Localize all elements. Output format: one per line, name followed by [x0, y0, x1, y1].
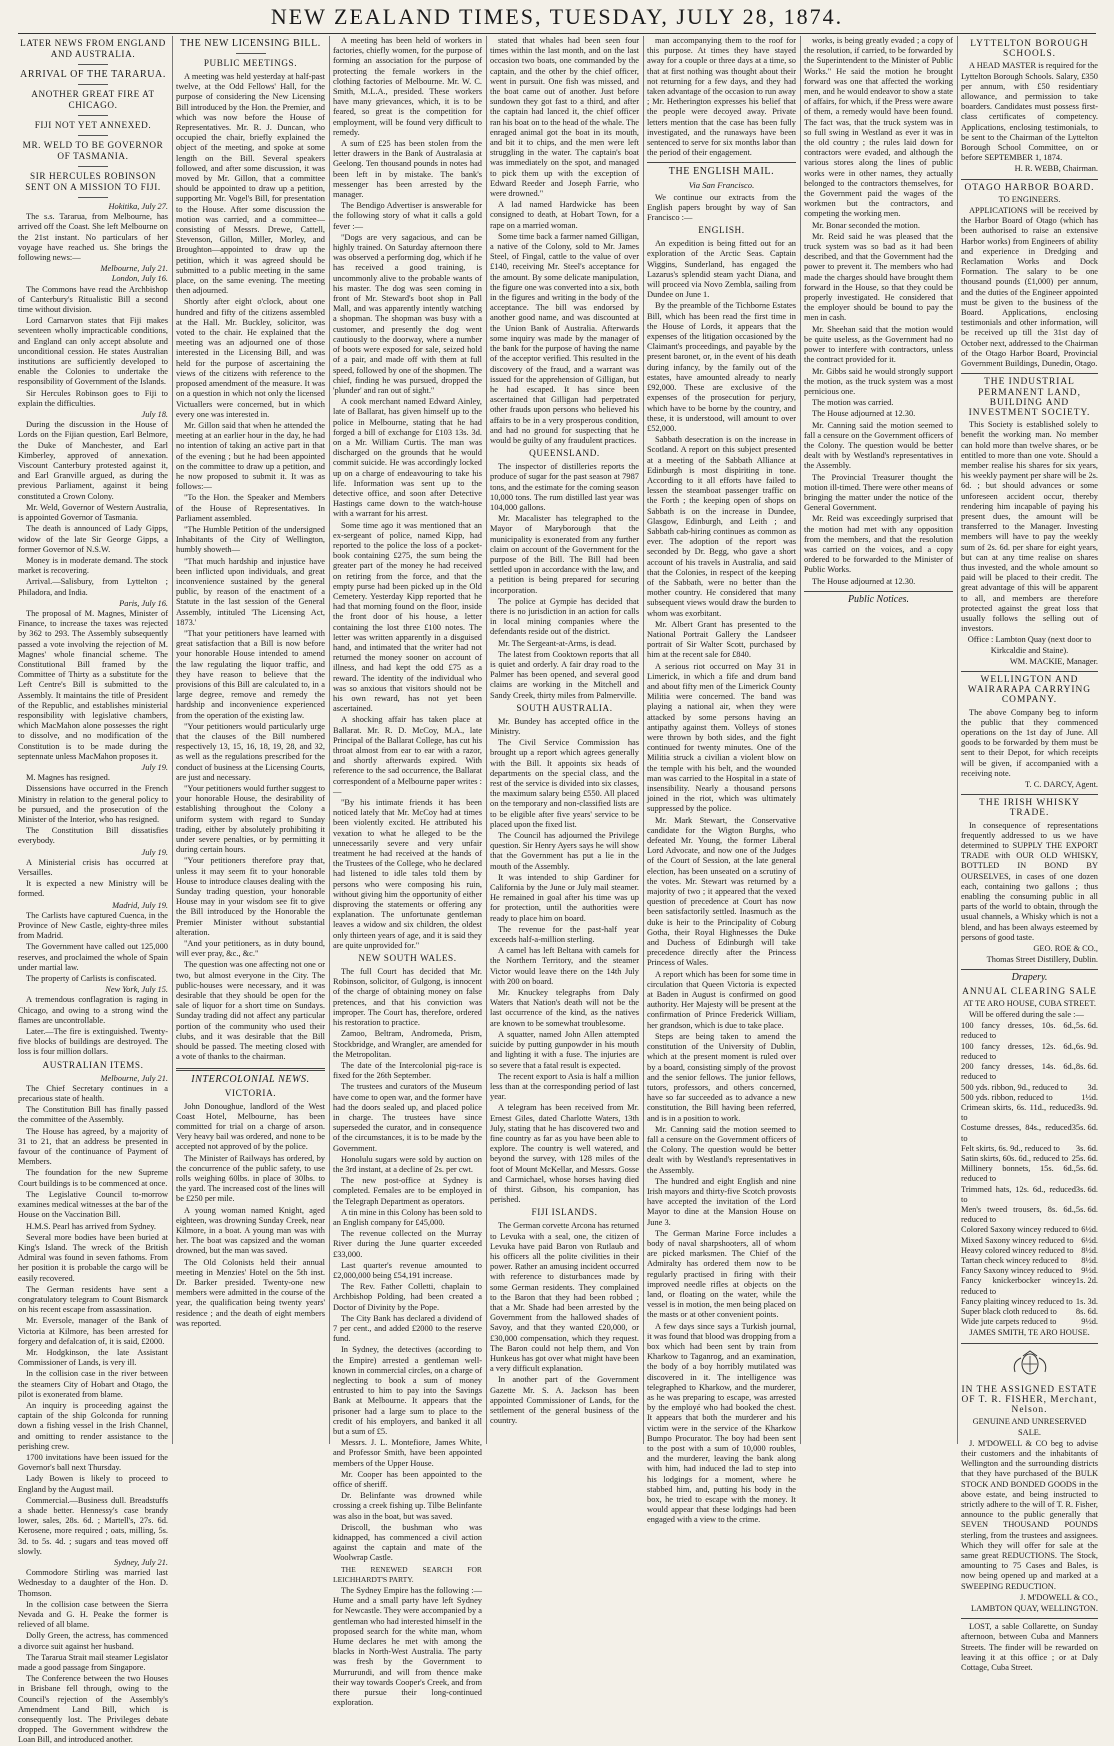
paragraph: The Legislative Council to-morrow examines medical witnesses at the bar of the House on the Vaccination Bill. — [18, 1189, 168, 1220]
paragraph: Mr. The Sergeant-at-Arms, is dead. — [498, 638, 617, 648]
paragraph: A tremendous conflagration is raging in Chicago, and owing to a strong wind the flames are uncontrollable. — [18, 995, 168, 1025]
masthead: NEW ZEALAND TIMES, TUESDAY, JULY 28, 1874. — [270, 4, 844, 29]
section-heading: NEW SOUTH WALES. — [358, 953, 457, 964]
price-value: 3d. — [1087, 1082, 1098, 1092]
headline: ARRIVAL OF THE TARARUA. — [20, 69, 166, 80]
paragraph: The date of the Intercolonial pig-race is fixed for the 26th September. — [333, 1060, 482, 1081]
paragraph: M. Magnes has resigned. — [26, 773, 110, 783]
ad-title: WELLINGTON AND WAIRARAPA CARRYING COMPANY. — [967, 674, 1092, 706]
price-item: Colored Saxony wincey reduced to — [961, 1225, 1079, 1235]
price-value: 5s. 6d. — [1075, 1204, 1098, 1214]
ad-body: A HEAD MASTER is required for the Lyttelton Borough Schools. Salary, £350 per annum, with £50 residentiary allowance, and permission to take boarders. Candidates must possess first-class certificates of competency. Applications, enclosing testimonials, to be sent to the Chairman of the Lyttelton Borough School Committee, on or before SEPTEMBER 1, 1874. — [961, 61, 1098, 163]
rule — [961, 1618, 1098, 1619]
price-item: Millinery bonnets, 15s. 6d., reduced to — [961, 1164, 1076, 1184]
ad-signature: LAMBTON QUAY, WELLINGTON. — [970, 1604, 1098, 1614]
ad-signature: WM. MACKIE, Manager. — [1009, 656, 1098, 666]
paragraph: Mr. Hodgkinson, the late Assistant Commissioner of Lands, is very ill. — [18, 1347, 168, 1368]
dateline: Melbourne, July 21. — [100, 264, 168, 274]
paragraph: The Chief Secretary continues in a precarious state of health. — [18, 1083, 168, 1104]
headline: ANOTHER GREAT FIRE AT CHICAGO. — [31, 89, 155, 110]
paragraph: A meeting has been held of workers in factories, chiefly women, for the purpose of forming an association for the purpose of protecting the female workers in the clothing factories of Melbourne. Mr. W. C. Smith, M.L.A., presided. These workers have many grievances, which, it is to be feared, so great is the competition for employment, will be found very difficult to remedy. — [333, 36, 482, 137]
ad-signature: H. R. WEBB, Chairman. — [1014, 164, 1098, 174]
price-item: Fancy Saxony wincey reduced to — [961, 1266, 1073, 1276]
paragraph: "That your petitioners have learned with great satisfaction that a Bill is now before your honorable House intended to amend the law regulating the liquor traffic, and they have reason to believe that the provisions of this Bill are calculated to, in a large degree, remove and remedy the hardship and inconvenience experienced from the operation of the existing law. — [176, 628, 325, 720]
paragraph: A cook merchant named Edward Ainley, late of Ballarat, has given himself up to the police in Melbourne, stating that he had forged a bill of exchange for £103 13s. 3d. on a Mr. William Curtis. The man was discharged on the grounds that he would commit suicide. He was accordingly locked up on a charge of endeavouring to take his life. Information was sent up to the detective office, and soon after Detective Hastings came down to the watch-house with a warrant for his arrest. — [333, 397, 482, 519]
ad-title: ANNUAL CLEARING SALE — [962, 986, 1097, 997]
column-6 — [804, 36, 953, 1446]
paragraph: The police at Gympie has decided that there is no jurisdiction in an action for calls in local mining companies where the defendants reside out of the district. — [490, 596, 639, 637]
section-heading: AUSTRALIAN ITEMS. — [42, 1059, 144, 1070]
dateline: Hokitika, July 27. — [108, 202, 168, 211]
price-item: Fancy plaiting wincey reduced to — [961, 1296, 1073, 1306]
paragraph: Shortly after eight o'clock, about one hundred and fifty of the citizens assembled at the Hall. Mr. Buckley, solicitor, was voted to the chair. He explained that the meeting was an adjourned one of those interested in the Licensing Bill, and was held for the purpose of ascertaining the views of the citizens with reference to the proposed amendment of the measure. It was on a question in which not only the licensed Victuallers were concerned, but in which every one was interested in. — [176, 297, 325, 419]
ad-title: LYTTELTON BOROUGH SCHOOLS. — [970, 39, 1089, 60]
headline: MR. WELD TO BE GOVERNOR OF TASMANIA. — [22, 140, 164, 161]
paragraph: stated that whales had been seen four times within the last month, and on the last occasion two boats, one commanded by the captain, and the other by the chief officer, went in pursuit. One fish was missed, and the boat came out of another. Just before sundown they got fast to a third, and after the captain had lanced it, the chief officer ran his boat on to the head of the whale. The enraged animal got the boat in its mouth, and bit it to chips, and the men were left struggling in the water. The captain's boat was immediately on the spot, and managed to pick them up with the exception of Edward Reeder and Joseph Farrie, who were drowned." — [490, 36, 639, 199]
paragraph: Steps are being taken to amend the constitution of the University of Dublin, which at the present moment is ruled over by a board, consisting simply of the provost and the senior fellows. The junior fellows, tutors, professors, and others concerned, have so far succeeded as to advance a new constitution, the Bill having been referred, and is in a position to work. — [647, 1031, 796, 1123]
paragraph: "By his intimate friends it has been noticed lately that Mr. McCoy had at times been violently excited. He attributed his vexation to what he alleged to be the unnecessarily severe and very unfair treatment he had received at the hands of the Trustees of the College, who he declared had listened to idle tales told them by persons who were composing his ruin, without giving him the opportunity of either disproving the statements or offering any explanation. The unfortunate gentleman leaves a widow and six children, the oldest only thirteen years of age, and it is said they are quite unprovided for." — [333, 798, 482, 950]
paragraph: H.M.S. Pearl has arrived from Sydney. — [26, 1221, 156, 1231]
paragraph: Mr. Eversole, manager of the Bank of Victoria at Kilmore, has been arrested for forgery and defalcation of, it is said, £2000. — [18, 1316, 168, 1346]
price-item: Satin skirts, 60s. 6d., reduced to — [961, 1153, 1069, 1163]
price-item: Mixed Saxony wincey reduced to — [961, 1235, 1074, 1245]
price-row — [961, 1205, 1098, 1225]
ad-title: THE INDUSTRIAL PERMANENT LAND, BUILDING AND INVESTMENT SOCIETY. — [968, 377, 1091, 418]
paragraph: In the collision case in the river between the steamers City of Hobart and Otago, the pilot is exonerated from blame. — [18, 1369, 168, 1399]
rule — [78, 135, 108, 136]
section-heading: ENGLISH. — [698, 225, 745, 236]
rule — [961, 969, 1098, 970]
headline: SIR HERCULES ROBINSON SENT ON A MISSION TO FIJI. — [25, 171, 161, 192]
paragraph: Arrival.—Salisbury, from Lyttelton ; Philadora, and India. — [18, 577, 168, 597]
section-subheading: VICTORIA. — [224, 1087, 277, 1098]
rule — [961, 179, 1098, 180]
paragraph: Messrs. J. L. Montefiore, James White, and Professor Smith, have been appointed members of the Upper House. — [333, 1438, 482, 1468]
paragraph: A lad named Hardwicke has been consigned to death, at Hobart Town, for a rape on a married woman. — [490, 200, 639, 230]
rule — [961, 1343, 1098, 1344]
section-heading: QUEENSLAND. — [529, 448, 600, 459]
price-row — [961, 1266, 1098, 1276]
ad-subtitle: GENUINE AND UNRESERVED SALE. — [972, 1417, 1087, 1437]
ad-body: The above Company beg to inform the public that they commenced operations on the 1st day of June. All goods to be forwarded by them must be sent to their Depot, for which receipts will be given, if accompanied with a receiving note. — [961, 707, 1098, 778]
price-item: Men's tweed trousers, 8s. 6d., reduced to — [961, 1204, 1076, 1225]
ad-signature: GEO. ROE & CO., — [1033, 944, 1098, 954]
paragraph: Later.—The fire is extinguished. Twenty-five blocks of buildings are destroyed. The loss is four million dollars. — [18, 1027, 168, 1057]
dateline: July 19. — [141, 762, 168, 772]
paragraph: A serious riot occurred on May 31 in Limerick, in which a fife and drum band and about fifty men of the Limerick County Militia were concerned. The band was playing a national air, when they were attacked by some persons having an antipathy against them. Volleys of stones were thrown by both sides, and the fight continued for twenty minutes. One of the Militia struck a civilian a violent blow on the temple with his belt, and the wounded man was carried to the Hospital in a state of insensibility. Nearly a thousand persons joined in the riot, which was ultimately suppressed by the police. — [647, 661, 796, 814]
price-row — [961, 1246, 1098, 1256]
price-row — [961, 1276, 1098, 1296]
price-item: Crimean skirts, 6s. 11d., reduced to — [961, 1102, 1076, 1123]
paragraph: Mr. Bundey has accepted office in the Ministry. — [490, 716, 639, 736]
paragraph: The German corvette Arcona has returned to Levuka with a seal, one, the citizen of Levuka have paid Baron von Rutlaub and his officers all the polite civilities in their power. Rather an amusing incident occurred with reference to disturbances made by some German residents. They complained to the Baron that they had been robbed ; that a Mr. Shade had been arrested by the Government from the hallowed shades of Savoy, and that they wanted £20,000, or £30,000 compensation, which they request. The Baron could not help them, and Von Hunkeus has got over what might have been a very difficult explanation. — [490, 1221, 639, 1374]
column-divider — [800, 36, 801, 1444]
paragraph: The Bendigo Advertiser is answerable for the following story of what it calls a gold fever :— — [333, 201, 482, 231]
section-heading: THE ENGLISH MAIL. — [668, 166, 775, 178]
price-list — [961, 1021, 1098, 1327]
paragraph: In another part of the Government Gazette Mr. S. A. Jackson has been appointed Commissioner of Lands, for the settlement of the general business of the country. — [490, 1375, 639, 1426]
paragraph: A meeting was held yesterday at half-past twelve, at the Odd Fellows' Hall, for the purpose of considering the New Licensing Bill introduced by the Hon. the Premier, and which was now before the House of Representatives. Mr. R. J. Duncan, who occupied the chair, briefly explained the object of the meeting, and spoke at some length on the Bill. Several speakers followed, and after some discussion, it was moved by Mr. Gillon, that a committee should be appointed to draw up a petition, supporting Mr. Vogel's Bill, for presentation to the House. After some discussion the motion was carried, and a committee—consisting of Messrs. Drewe, Cattell, Stevenson, Gillon, Miller, Morley, and Broughton—appointed to draw up the petition, which it was agreed should be submitted to a public meeting in the same place, on the same evening. The meeting then adjourned. — [176, 72, 325, 296]
ad-office: Office : Lambton Quay (next door to Kirkcaldie and Staine). — [967, 635, 1092, 655]
paragraph: "To the Hon. the Speaker and Members of the House of Representatives. In Parliament assembled. — [176, 493, 325, 523]
article-title: THE NEW LICENSING BILL. — [180, 38, 321, 49]
paragraph: Honolulu sugars were sold by auction on the 3rd instant, at a decline of 2s. per cwt. — [333, 1154, 482, 1174]
paragraph: Sir Hercules Robinson goes to Fiji to explain the difficulties. — [18, 388, 168, 408]
price-item: Wide jute carpets reduced to — [961, 1317, 1057, 1327]
paragraph: The recent export to Asia is half a million less than at the corresponding period of last year. — [490, 1071, 639, 1102]
rule — [176, 1068, 325, 1071]
price-row — [961, 1103, 1098, 1123]
column-4 — [490, 36, 639, 1446]
column-7 — [961, 36, 1098, 1673]
price-value: 8½d. — [1081, 1255, 1098, 1265]
ad-body: APPLICATIONS will be received by the Harbor Board of Otago (which has been authorised to raise an extensive Harbor works) from Engineers of ability and experience in Dredging and Reclamation Works and Dock Formation. The salary to be one thousand pounds (£1,000) per annum, and the duties of the Engineer appointed must be given to the business of the Board. Applications, enclosing testimonials and other information, will be received up till the 31st day of October next, addressed to the Chairman of the Otago Harbor Board, Provincial Government Buildings, Dunedin, Otago. — [961, 206, 1098, 369]
paragraph: Dolly Green, the actress, has commenced a divorce suit against her husband. — [18, 1631, 168, 1651]
price-value: 1s. 3d. — [1075, 1296, 1098, 1306]
dateline: Madrid, July 19. — [112, 900, 168, 910]
price-item: Trimmed hats, 12s. 6d., reduced to — [961, 1184, 1076, 1204]
paragraph: The inspector of distilleries reports the produce of sugar for the past season at 7987 tons, and the estimate for the coming season 10,000 tons. The rum distilled last year was 104,000 gallons. — [490, 462, 639, 512]
paragraph: The Commons have read the Archbishop of Canterbury's Ritualistic Bill a second time without division. — [18, 284, 168, 315]
paragraph: The German Marine Force includes a body of naval sharpshooters, all of whom are picked marksmen. The Chief of the Admiralty has ordered them now to be regularly practised in firing with their improved needle rifles at objects on the land, or floating on the water, while the vessel is in motion, the men being placed on the masts or at other convenient points. — [647, 1228, 796, 1320]
paragraph: The Council has adjourned the Privilege question. Sir Henry Ayers says he will show that the Government has put a lie in the mouth of the Assembly. — [490, 831, 639, 871]
paragraph: The Constitution Bill has finally passed the committee of the Assembly. — [18, 1105, 168, 1125]
column-divider — [486, 36, 487, 1444]
rule — [961, 373, 1098, 374]
paragraph: The Constitution Bill dissatisfies everybody. — [18, 826, 168, 846]
paragraph: During the discussion in the House of Lords on the Fijian question, Earl Belmore, the Duke of Manchester, and Earl Kimberley, approved of annexation. Viscount Canterbury protested against it, and Earl Granville argued, as during the previous Parliament, against it being constituted a Crown Colony. — [18, 420, 168, 501]
price-item: Tartan check wincey reduced to — [961, 1255, 1068, 1265]
price-value: 8½d. — [1081, 1245, 1098, 1255]
price-row — [961, 1021, 1098, 1041]
price-value: 1½d. — [1081, 1092, 1098, 1102]
paragraph: Mr. Reid said he was pleased that the truck system was so bad as it had been described, and that the Government had the power to prevent it. The members who had made the charges should have brought them forward in the House, so that they could be properly investigated. He considered that the employer should be bound to pay the men in cash. — [804, 231, 953, 323]
paragraph: The Minister of Railways has ordered, by the concurrence of the public safety, to use rolls weighing 60lbs. in place of 30lbs. to the yard. The increased cost of the lines will be £250 per mile. — [176, 1153, 325, 1204]
price-item: Felt skirts, 6s. 9d., reduced to — [961, 1143, 1060, 1153]
paragraph: The House adjourned at 12.30. — [812, 409, 916, 419]
paragraph: Dissensions have occurred in the French Ministry in relation to the general policy to be pursued, and the prosecution of the Minister of the Interior, who has resigned. — [18, 784, 168, 824]
paragraph: The revenue collected on the Murray River during the June quarter exceeded £33,000. — [333, 1229, 482, 1259]
paragraph: The City Bank has declared a dividend of 7 per cent., and added £2000 to the reserve fund. — [333, 1313, 482, 1344]
price-value: 3s. 6d. — [1075, 1184, 1098, 1194]
paragraph: The s.s. Tararua, from Melbourne, has arrived off the Coast. She left Melbourne on the 21st instant. No particulars of her voyage have reached us. She brings the following news:— — [18, 212, 168, 263]
price-row — [961, 1185, 1098, 1205]
paragraph: Dr. Belinfante was drowned while crossing a creek fishing up. Tilbe Belinfante was also in the boat, but was saved. — [333, 1491, 482, 1521]
paragraph: A telegram has been received from Mr. Ernest Giles, dated Charlotte Waters, 13th July, stating that he has discovered two and fine country as far as you have been able to explore. The country is well watered, and beyond the survey, with 128 miles of the foot of Mount McKellar, and Messrs. Gosse and Carmichael, whose horses having died of thirst. Gibson, his companion, has perished. — [490, 1103, 639, 1205]
paragraph: The hundred and eight English and nine Irish mayors and thirty-five Scotch provosts have accepted the invitation of the Lord Mayor to dine at the Mansion House on June 3. — [647, 1176, 796, 1227]
column-divider — [172, 36, 173, 1444]
paragraph: Lord Carnarvon states that Fiji makes seventeen wholly impracticable conditions, and England can only accept absolute and unconditional cession. He states Australian institutions are sufficiently developed to enable the Colonies to undertake the responsibility of Government of the Islands. — [18, 316, 168, 387]
paragraph: The House has agreed, by a majority of 31 to 21, that an address be presented in favour of the continuance of Payment of Members. — [18, 1126, 168, 1167]
paragraph: Mr. Albert Grant has presented to the National Portrait Gallery the Landseer portrait of Sir Walter Scott, purchased by him at the recent sale for £840. — [647, 619, 796, 660]
paragraph: The Provincial Treasurer thought the motion ill-timed. There were other means of bringing the matter under the notice of the General Government. — [804, 472, 953, 513]
headline: LATER NEWS FROM ENGLAND AND AUSTRALIA. — [20, 38, 166, 59]
rule — [78, 64, 108, 65]
paragraph: Mr. Cooper has been appointed to the office of sheriff. — [333, 1469, 482, 1490]
paragraph: The Carlists have captured Cuenca, in the Province of New Castle, eighty-three miles from Madrid. — [18, 910, 168, 941]
paragraph: Money is in moderate demand. The stock market is recovering. — [18, 555, 168, 576]
paragraph: It is expected a new Ministry will be formed. — [18, 879, 168, 899]
rule — [78, 115, 108, 116]
paragraph: Mr. Reid was exceedingly surprised that the motion had met with any opposition from the members, and that the resolution was carried on the voices, and a copy ordered to be forwarded to the Minister of Public Works. — [804, 514, 953, 575]
paragraph: 1700 invitations have been issued for the Governor's ball next Thursday. — [18, 1452, 168, 1473]
price-item: Costume dresses, 84s., reduced to — [961, 1123, 1072, 1143]
paragraph: The Old Colonists held their annual meeting in Menzies' Hotel on the 5th inst. Dr. Barker presided. Twenty-one new members were admitted in the course of the year, the qualification being twenty years' residence ; and the death of eight members was reported. — [176, 1257, 325, 1328]
price-value: 35s. 6d. — [1071, 1123, 1098, 1133]
paragraph: Mr. Canning said the motion seemed to fall a censure on the Government officers of the Colony. The question would be better dealt with by Westland's representatives in the Assembly. — [647, 1124, 796, 1175]
section-heading: Public Notices. — [847, 593, 910, 605]
paragraph: A tin mine in this Colony has been sold to an English company for £45,000. — [333, 1207, 482, 1227]
price-value: 6½d. — [1081, 1225, 1098, 1235]
column-1 — [18, 36, 168, 1745]
paragraph: Commodore Stirling was married last Wednesday to a daughter of the Hon. D. Thomson. — [18, 1568, 168, 1598]
paragraph: man accompanying them to the roof for this purpose. At times they have stayed away for a couple or three days at a time, so that at first nothing was thought about their not returning for a few days, and they had taken advantage of the occasion to run away ; Mr. Hetherington expresses his belief that the people were decoyed away. Private letters mention that the case has been fully investigated, and the runaways have been sentenced to serve for six months labor than the period of their engagement. — [647, 36, 796, 158]
price-item: 100 fancy dresses, 10s. 6d., reduced to — [961, 1021, 1076, 1041]
paragraph: "Your petitioners would particularly urge that the clauses of the Bill numbered respectively 13, 15, 16, 18, 19, 28, and 32, as well as the regulations prescribed for the conduct of business at the Licensing Courts, are just and necessary. — [176, 721, 325, 782]
price-row — [961, 1062, 1098, 1082]
paragraph: In the collision case between the Sierra Nevada and G. H. Peake the former is relieved of all blame. — [18, 1599, 168, 1630]
column-divider — [643, 36, 644, 1444]
paragraph: "Your petitioners would further suggest to your honorable House, the desirability of establishing throughout the Colony a uniform system with regard to Sunday trading, either by absolutely prohibiting it under severe penalties, or by permitting it during certain hours. — [176, 784, 325, 855]
paragraph: An inquiry is proceeding against the captain of the ship Golconda for running down a fishing vessel in the Irish Channel, and omitting to render assistance to the perishing crew. — [18, 1400, 168, 1451]
price-row — [961, 1154, 1098, 1164]
dateline: London, July 16. — [111, 274, 168, 284]
rule — [961, 671, 1098, 672]
price-row — [961, 1297, 1098, 1307]
rule — [78, 166, 108, 167]
paragraph: Driscoll, the bushman who was kidnapped, has commenced a civil action against the captain and mate of the Woolwrap Castle. — [333, 1522, 482, 1563]
paragraph: The new post-office at Sydney is completed. Females are to be employed in the Telegraph Department as operators. — [333, 1176, 482, 1206]
ad-signature: JAMES SMITH, TE ARO HOUSE. — [969, 1328, 1090, 1338]
ad-subtitle: TO ENGINEERS. — [998, 194, 1061, 204]
price-item: 500 yds. ribbon, 9d., reduced to — [961, 1082, 1068, 1092]
royal-arms-icon — [961, 1348, 1098, 1381]
price-value: 3s. 6d. — [1075, 1143, 1098, 1153]
price-row — [961, 1123, 1098, 1143]
paragraph: Mr. Macalister has telegraphed to the Mayor of Maryborough that the municipality is exonerated from any further claim on account of the Government for the purpose of the Bill. The Bill had been settled upon in accordance with the law, and a petition is being prepared for securing incorporation. — [490, 514, 639, 595]
paragraph: Lady Bowen is likely to proceed to England by the August mail. — [18, 1474, 168, 1494]
paragraph: Sabbath desecration is on the increase in Scotland. A report on this subject presented at a meeting of the Sabbath Alliance at Edinburgh is most dispiriting in tone. According to it all efforts have failed to lessen the steamboat passenger traffic on the Forth ; the keeping open of shops on Sabbath is on the increase in Dundee, Glasgow, Edinburgh, and Leith ; and Sabbath cab-hiring continues as common as ever. The adoption of the report was seconded by Dr. Begg, who gave a short account of his travels in Australia, and said that the Colonies, in respect of the keeping of the Sabbath, were no better than the mother country. He considered that many subsequent views would draw the burden to whom was exorbitant. — [647, 435, 796, 618]
paragraph: It was intended to ship Gardiner for California by the June or July mail steamer. He remained in goal after his time was up for protection, until the authorities were ready to place him on board. — [490, 872, 639, 923]
price-item: Heavy colored wincey reduced to — [961, 1245, 1074, 1255]
ad-body: In consequence of representations frequently addressed to us we have determined to SUPPLY THE EXPORT TRADE with OUR OLD WHISKY, BOTTLED IN BOND BY OURSELVES, in cases of one dozen each, containing two gallons ; thus enabling the consuming public in all parts of the world to obtain, through the usual channels, a Whisky which is not a blend, and has been always esteemed by persons of good taste. — [961, 820, 1098, 942]
paragraph: "And your petitioners, as in duty bound, will ever pray, &c., &c." — [176, 939, 325, 959]
paragraph: The Tararua Strait mail steamer Legislator made a good passage from Singapore. — [18, 1652, 168, 1673]
paragraph: Some time ago it was mentioned that an ex-sergeant of police, named Kipp, had reported to the police the loss of a pocket-book containing £275, the sum being the greater part of the money he had received on retiring from the force, and that the empty purse had been picked up in the Old Cemetery. Yesterday Kipp reported that he had that morning found on the floor, inside the front door of his house, a letter containing the lost three £100 notes. The letter was written apparently in a disguised hand, and intimated that the writer had not returned the money sooner on account of illness, and had kept the odd £75 as a reward. The identity of the individual who was so anxious that visitors should not be his own reward, has not yet been ascertained. — [333, 520, 482, 714]
price-item: 200 fancy dresses, 14s. 6d., reduced to — [961, 1062, 1076, 1082]
paragraph: The Sydney Empire has the following :— Hume and a small party have left Sydney for Newcastle. They were accompanied by a gentleman who had interested himself in the proposed search for the white man, whom Hume declares he met with among the blacks in North-West Australia. The party was fresh by the Government to Murrurundi, and will from thence make their way towards Cooper's Creek, and from there pursue their long-continued exploration. — [333, 1586, 482, 1708]
paragraph: "That much hardship and injustice have been inflicted upon individuals, and great inconvenience sustained by the general public, by reason of the enactment of a Statute in the last session of the General Assembly, intituled 'The Licensing Act, 1873.' — [176, 556, 325, 627]
rule — [236, 53, 266, 54]
article-subtitle: PUBLIC MEETINGS. — [203, 58, 298, 68]
section-heading: Drapery. — [1011, 972, 1048, 984]
paragraph: The foundation for the new Supreme Court buildings is to be commenced at once. — [18, 1168, 168, 1188]
price-value: 1s. 2d. — [1075, 1276, 1098, 1286]
paragraph: Mr. Weld, Governor of Western Australia, is appointed Governor of Tasmania. — [18, 502, 168, 523]
paragraph: We continue our extracts from the English papers brought by way of San Francisco :— — [647, 192, 796, 223]
section-heading: INTERCOLONIAL NEWS. — [191, 1073, 310, 1085]
paragraph: A shocking affair has taken place at Ballarat. Mr. R. D. McCoy, M.A., late Principal of the Ballarat College, has cut his throat almost from ear to ear with a razor, and shortly afterwards expired. With reference to the sad occurrence, the Ballarat correspondent of a Melbourne paper writes :— — [333, 715, 482, 796]
paragraph: John Donoughue, landlord of the West Coast Hotel, Melbourne, has been committed for trial on a charge of arson. Very heavy bail was ordered, and none to be accepted not approved of by the police. — [176, 1101, 325, 1152]
paragraph: The trustees and curators of the Museum have come to open war, and the former have had the doors sealed up, and placed police in charge. The trustees have since superseded the curator, and in consequence of the circumstances, it is to be made by the Government. — [333, 1082, 482, 1153]
price-value: 9½d. — [1081, 1317, 1098, 1327]
price-row — [961, 1083, 1098, 1093]
price-row — [961, 1307, 1098, 1317]
paragraph: Commercial.—Business dull. Breadstuffs a shade better. Hennessy's case brandy lower, sales, 28s. 6d. ; Martell's, 27s. 6d. Kerosene, more required ; oats, milling, 5s. 3d. to 5s. 4d. ; sugars and teas moved off slowly. — [18, 1495, 168, 1556]
price-item: 100 fancy dresses, 12s. 6d., reduced to — [961, 1041, 1076, 1061]
paragraph: A squatter, named John Allen attempted suicide by putting gunpowder in his mouth and lighting it with a fuse. The injuries are so severe that a fatal result is expected. — [490, 1029, 639, 1070]
paragraph: The latest from Cooktown reports that all is quiet and orderly. A fair dray road to the Palmer has been opened, and several good claims are working in the Mitchell and Sandy Creek, thirty miles from Palmerville. — [490, 649, 639, 700]
paragraph: Zamoo, Beltram, Andromeda, Prism, Stockbridge, and Wrangler, are amended for the Metropolitan. — [333, 1029, 482, 1059]
column-5 — [647, 36, 796, 1525]
dateline: July 18. — [141, 410, 168, 420]
headline: FIJI NOT YET ANNEXED. — [34, 120, 152, 130]
column-3 — [333, 36, 482, 1708]
price-row — [961, 1317, 1098, 1327]
column-divider — [329, 36, 330, 1444]
ad-title: IN THE ASSIGNED ESTATE OF T. R. FISHER, Merchant, Nelson. — [961, 1384, 1098, 1416]
paragraph: A sum of £25 has been stolen from the letter drawers in the Bank of Australasia at Geelong. Ten thousand pounds in notes had been left in by mistake. The bank's messenger has been arrested by the manager. — [333, 139, 482, 200]
paragraph: Mr. Sheehan said that the motion would be quite useless, as the Government had no power to interfere with contractors, unless the contract provided for it. — [804, 324, 953, 365]
column-2 — [176, 36, 325, 1446]
rule — [647, 162, 796, 163]
paragraph: A Ministerial crisis has occurred at Versailles. — [18, 857, 168, 877]
paragraph: The motion was carried. — [812, 398, 894, 408]
price-item: Fancy knickerbocker wincey reduced to — [961, 1276, 1076, 1296]
paragraph: The full Court has decided that Mr. Robinson, solicitor, of Gulgong, is innocent of the charge of obtaining money on false pretences, and that his conviction was improper. The Court has, therefore, ordered his restoration to practice. — [333, 967, 482, 1028]
dateline: July 19. — [141, 847, 168, 857]
ad-body: J. M'DOWELL & CO beg to advise their customers and the inhabitants of Wellington and the surrounding districts that they have purchased of the BULK STOCK AND BONDED GOODS in the above estate, and being instructed to strictly adhere to the will of T. R. Fisher, announce to the public generally that SEVEN THOUSAND POUNDS sterling, from the trustees and assignees. Which they will offer for sale at the same great REDUCTIONS. The Stock, amounting to 75 Cases and Bales, is now being opened up and marked at a SWEEPING REDUCTION. — [961, 1438, 1098, 1591]
paragraph: The Civil Service Commission has brought up a report which agrees generally with the Bill. It appoints six heads of departments on the special class, and the rest of the service is divided into six classes, the maximum salary being £550. All placed on the temporary and non-classified lists are to be eligible after five years' service to be placed upon the fixed list. — [490, 738, 639, 829]
price-value: 5s. 6d. — [1075, 1164, 1098, 1174]
section-heading: FIJI ISLANDS. — [531, 1207, 598, 1218]
paragraph: A young woman named Knight, aged eighteen, was drowning Sunday Creek, near Kilmore, in a boat. A young man was with her. The boat was capsized and the woman drowned, but the man was saved. — [176, 1205, 325, 1256]
price-row — [961, 1144, 1098, 1154]
dateline: Sydney, July 21. — [114, 1558, 168, 1567]
price-value: 3s. 9d. — [1075, 1102, 1098, 1112]
paragraph: An expedition is being fitted out for an exploration of the Arctic Seas. Captain Wiggins, Sunderland, has engaged the Lazarus's splendid steam yacht Diana, and will proceed via Novo Zembla, sailing from Dundee on June 1. — [647, 239, 796, 300]
paragraph: The German residents have sent a congratulatory telegram to Count Bismarck on his recent escape from assassination. — [18, 1284, 168, 1315]
paragraph: The Conference between the two Houses in Brisbane fell through, owing to the Council's rejection of the Assembly's Amendment Land Bill, which is consequently lost. The Privileges debate dropped. The Government withdrew the Loan Bill, and introduced another. — [18, 1674, 168, 1745]
price-row — [961, 1164, 1098, 1184]
section-heading: SOUTH AUSTRALIA. — [516, 702, 613, 713]
paragraph: A report which has been for some time in circulation that Queen Victoria is expected at Baden in August is confirmed on good authority. Her Majesty will be present at the confirmation of Prince Frederick William, her grandson, which is due to take place. — [647, 969, 796, 1030]
paragraph: Last quarter's revenue amounted to £2,000,000 being £54,191 increase. — [333, 1260, 482, 1280]
section-subheading: Via San Francisco. — [688, 180, 755, 191]
paragraph: Mr. Gibbs said he would strongly support the motion, as the truck system was a most pernicious one. — [804, 366, 953, 396]
ad-body: This Society is established solely to benefit the working man. No member can hold more than twelve shares, or be entitled to more than one vote. Should a member realise his shares for six years, his weekly payment per share will be 2s. 6d. ; but should advances or some unforeseen accident occur, thereby rendering him incapable of paying his present dues, the amount will be transferred to the Manager. Investing members will have to pay the weekly sum of 2s. 6d. per share for eight years, but can at any time realise on shares thus invested, and the whole amount so paid will be placed to their credit. The great advantage of this will be apparent to all, and members are therefore protected against the great loss that usually follows the selling out of investors. — [961, 420, 1098, 634]
paragraph: Mr. Gillon said that when he attended the meeting at an earlier hour in the day, he had no intention of taking an active part in that of the evening ; but he had been appointed on the committee to draw up a petition, and he now proposed to submit it. It was as follows:— — [176, 420, 325, 492]
price-row — [961, 1042, 1098, 1062]
paragraph: The question was one affecting not one or two, but almost everyone in the City. The public-houses were necessary, and it was desirable that they should be open for the sale of liquor for a short time on Sundays. Sunday trading did not affect any particular portion of the community who used their clubs, and it was desirable that the Bill should be passed. The meeting closed with a vote of thanks to the chairman. — [176, 960, 325, 1062]
rule — [78, 197, 108, 198]
price-value: 5s. 6d. — [1075, 1021, 1098, 1031]
ad-title: OTAGO HARBOR BOARD. — [964, 182, 1095, 193]
paragraph: The Rev. Father Colletti, chaplain to Archbishop Polding, had been created a Doctor of Divinity by the Pope. — [333, 1282, 482, 1312]
paragraph: By the preamble of the Tichborne Estates Bill, which has been read the first time in the House of Lords, it appears that the expenses of the litigation occasioned by the Claimant's proceedings, and payable by the present baronet, or, in the event of his death during infancy, by the family out of the estates, have amounted already to nearly £92,000. These are exclusive of the expenses of the prosecution for perjury, which have to be borne by the country, and these, it is understood, will amount to over £52,000. — [647, 301, 796, 433]
column-divider — [957, 36, 958, 1444]
price-item: 500 yds. ribbon, reduced to — [961, 1092, 1053, 1102]
paragraph: Some time back a farmer named Gilligan, a native of the Colony, sold to Mr. James Steel, of Fingal, cattle to the value of over £140, receiving Mr. Steel's acceptance for the amount. By some delicate manipulation, the figure one was converted into a six, both in the figures and writing in the body of the acceptance. The bill was endorsed by another good name, and was discounted at the Union Bank of Australia. Afterwards some inquiry was made by the manager of the bank for the purpose of having the name of the acceptor verified. This resulted in the discovery of the fraud, and a warrant was issued for the apprehension of Gilligan, but he had escaped. It has since been ascertained that Gilligan had perpetrated other frauds upon persons who believed his affairs to be in a very prosperous condition, and had no ground for suspecting that he would be guilty of any fraudulent practices. — [490, 231, 639, 445]
masthead-rule — [18, 33, 1096, 34]
dateline: New York, July 15. — [105, 985, 168, 995]
paragraph: A camel has left Beltana with camels for the Northern Territory, and the steamer Victor would leave there on the 14th July with 200 on board. — [490, 946, 639, 986]
dateline: Melbourne, July 21. — [100, 1073, 168, 1083]
paragraph: The Government have called out 125,000 reserves, and proclaimed the whole of Spain under martial law. — [18, 942, 168, 972]
price-row — [961, 1093, 1098, 1103]
price-row — [961, 1256, 1098, 1266]
paragraph: "The Humble Petition of the undersigned Inhabitants of the City of Wellington, humbly showeth— — [176, 524, 325, 555]
ad-body: Will be offered during the sale :— — [969, 1010, 1084, 1020]
price-value: 6s. 9d. — [1075, 1041, 1098, 1051]
paragraph: In Sydney, the detectives (according to the Empire) arrested a gentleman well-known in commercial circles, on a charge of neglecting to book a sum of money entrusted to him to pay into the Savings Bank at Melbourne. It appears that the prisoner had a large sum to place to the credit of his employers, and banked it all but a sum of £5. — [333, 1345, 482, 1437]
paragraph: Mr. Canning said the motion seemed to fall a censure on the Government officers of the Colony. The question would be better dealt with by Westland's representatives in the Assembly. — [804, 420, 953, 471]
ad-title: THE IRISH WHISKY TRADE. — [979, 798, 1080, 819]
dateline: Paris, July 16. — [119, 598, 168, 608]
ad-body: LOST, a sable Collarette, on Sunday afternoon, between Cuba and Manners Streets. The finder will be rewarded on leaving it at this office ; or at Daly Cottage, Cuba Street. — [961, 1622, 1098, 1673]
paragraph: A few days since says a Turkish journal, it was found that blood was dropping from a box which had been sent by train from Kharkow to Taganrog, and an examination, the body of a boy horribly mutilated was discovered in it. The intelligence was telegraphed to Kharkow, and the murderer, as he was preparing to escape, was arrested by the employé who had booked the chest. It appears that both the murderer and his victim were in the service of the Kharkow Bumpo Procurator. The boy had been sent to the post with a sum of 10,000 roubles, and the murderer, leaving the bank along with him, had induced the lad to step into his lodgings for a moment, where he stabbed him, and, putting his body in the box, he tried to escape with the money. It would appear that these lodgings had been engaged with a view to the crime. — [647, 1321, 796, 1525]
price-value: 8s. 6d. — [1075, 1306, 1098, 1316]
ad-subtitle: AT TE ARO HOUSE, CUBA STREET. — [963, 998, 1096, 1008]
paragraph: Several more bodies have been buried at King's Island. The wreck of the British Admiral was found in seven fathoms. From her position it is probable the cargo will be easily recovered. — [18, 1232, 168, 1283]
paragraph: Mr. Knuckey telegraphs from Daly Waters that Nation's death will not be the last occurrence of the kind, as the natives are known to be somewhat troublesome. — [490, 988, 639, 1028]
paragraph: THE RENEWED SEARCH FOR LEICHHARDT'S PARTY. — [333, 1564, 482, 1584]
rule — [961, 794, 1098, 795]
rule — [78, 84, 108, 85]
price-item: Super black cloth reduced to — [961, 1306, 1057, 1316]
price-value: 6½d. — [1081, 1235, 1098, 1245]
paragraph: The House adjourned at 12.30. — [812, 576, 916, 586]
paragraph: "Your petitioners therefore pray that, unless it may seem fit to your honorable House to introduce clauses dealing with the Sunday trading question, your honorable House may in your wisdom see fit to give the Bill introduced by the Honorable the Premier Minister without substantial alteration. — [176, 856, 325, 937]
paragraph: The property of Carlists is confiscated. — [26, 974, 157, 984]
ad-signature: Thomas Street Distillery, Dublin. — [986, 955, 1098, 965]
paragraph: The revenue for the past-half year exceeds half-a-million sterling. — [490, 924, 639, 945]
ad-signature: T. C. DARCY, Agent. — [1025, 780, 1098, 790]
price-value: 8s. 6d. — [1075, 1062, 1098, 1072]
paragraph: Mr. Bonar seconded the motion. — [812, 220, 920, 230]
paragraph: "Dogs are very sagacious, and can be highly trained. On Saturday afternoon there was observed a performing dog, which if he has received a good training, is uncommonly alive to the probable wants of his master. The dog was seen coming in front of Mr. Steward's boot shop in Pall Mall, and was apparently intently watching a shopman. The shopman was busy with a customer, and presently the dog went cautiously to the doorway, where a number of boots were exposed for sale, seized hold of a pair, and made off with them at full speed, followed by one of the shopmen. The chief, finding he was pursued, dropped the 'plunder' and ran out of sight." — [333, 232, 482, 395]
ad-signature: J. M'DOWELL & CO., — [1020, 1592, 1098, 1602]
paragraph: Mr. Mark Stewart, the Conservative candidate for the Wigton Burghs, who defeated Mr. Young, the former Liberal Lord Advocate, and now one of the Judges of the Court of Session, at the late general election, has been unseated on a scrutiny of the votes. Mr. Stewart was returned by a majority of two ; it appeared that the vexed question of precedence at Court has now been satisfactorily settled. Inasmuch as the duke is heir to the Principality of Coburg Gotha, their Royal Highnesses the Duke and Duchess of Edinburgh will take precedence directly after the Princess Princess of Wales. — [647, 815, 796, 968]
paragraph: works, is being greatly evaded ; a copy of the resolution, if carried, to be forwarded by the Superintendent to the Minister of Public Works." He said the motion he brought forward was one that affected the working men, and he would endeavor to show a state of affairs, for which, if the Press were aware of them, a remedy would have been found. The fact was, that the truck system was in so full swing in Westland as ever it was in the old country ; the rules laid down for contractors were evaded, and although the various stores along the lines of public works were in other names, they actually belonged to the contractors themselves, for the Government paid the wages of the workmen but the contractors, and competing the working men. — [804, 36, 953, 219]
rule — [804, 591, 953, 592]
price-value: 25s. 6d. — [1071, 1153, 1098, 1163]
paragraph: The death is announced of Lady Gipps, widow of the late Sir George Gipps, a former Governor of N.S.W. — [18, 524, 168, 554]
price-row — [961, 1225, 1098, 1235]
price-row — [961, 1236, 1098, 1246]
paragraph: The proposal of M. Magnes, Minister of Finance, to increase the taxes was rejected by 362 to 293. The Assembly subsequently passed a vote involving the rejection of M. Magnes' whole financial scheme. The Constitutional Bill framed by the Committee of Thirty as a substitute for the Left Centre's Bill is submitted to the Assembly. It maintains the title of President of the Republic, and establishes ministerial responsibility with legislative chambers, which MacMahon alone possesses the right to dissolve, and no modification of the Constitution is to be made during the septennate unless MacMahon proposes it. — [18, 608, 168, 761]
price-value: 9½d. — [1081, 1266, 1098, 1276]
